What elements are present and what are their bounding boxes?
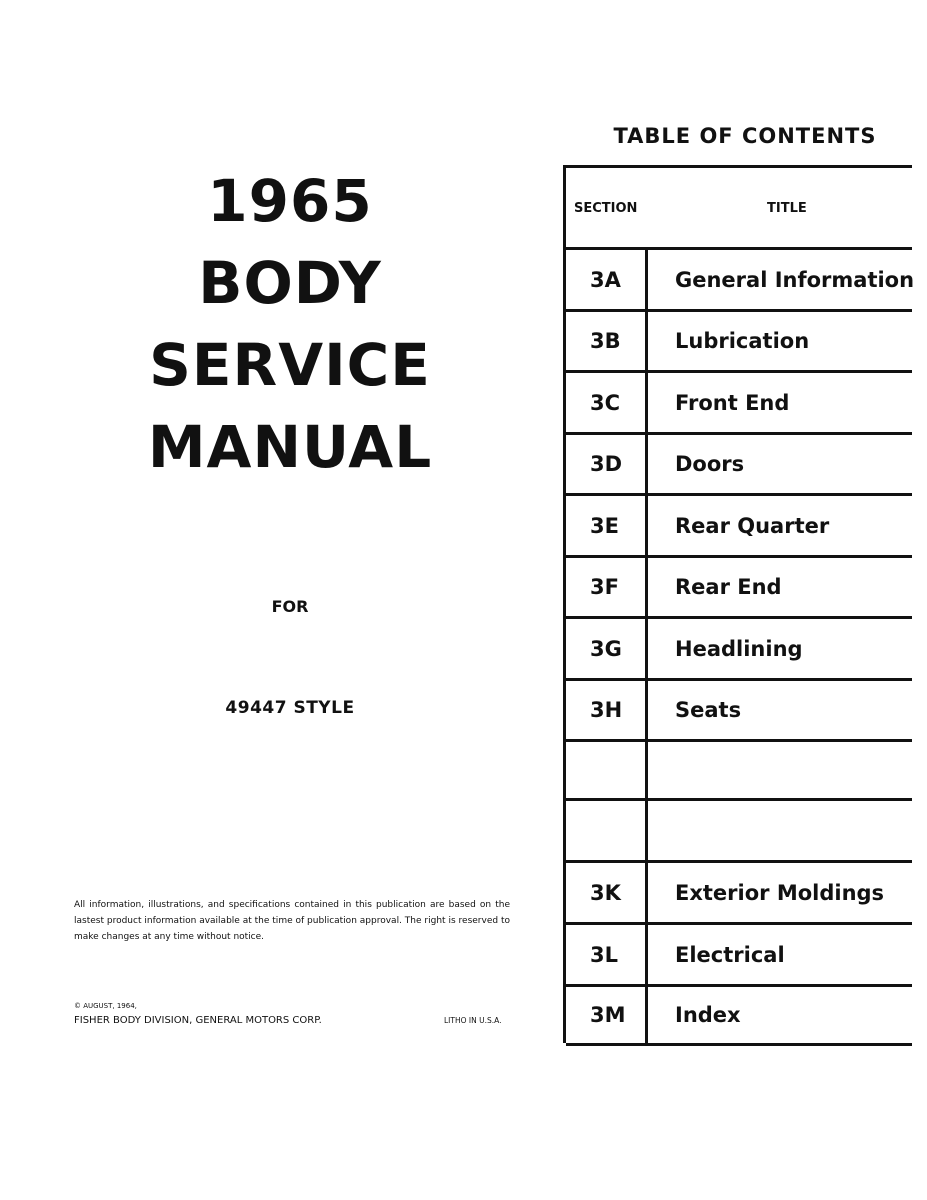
section-title: Index (675, 1003, 741, 1027)
cover-title-manual: MANUAL (147, 413, 433, 481)
copyright-date: © AUGUST, 1964, (74, 1002, 137, 1010)
column-header-section: SECTION (574, 201, 638, 216)
toc-row (566, 435, 912, 496)
section-code: 3B (566, 312, 648, 370)
section-code: 3A (566, 250, 648, 309)
toc-row-empty (566, 742, 912, 801)
section-title: Doors (675, 452, 745, 476)
column-header-title: TITLE (767, 201, 807, 216)
toc-row (566, 619, 912, 681)
toc-row (566, 681, 912, 742)
section-title: General Information (675, 267, 915, 292)
for-label: FOR (271, 597, 309, 616)
section-code: 3E (566, 496, 648, 555)
section-code: 3C (566, 373, 648, 432)
section-title: Headlining (675, 636, 803, 661)
section-title: Rear Quarter (675, 513, 830, 538)
toc-row (566, 925, 912, 987)
section-title: Exterior Moldings (675, 880, 885, 905)
toc-row (566, 987, 912, 1046)
toc-row (566, 863, 912, 925)
toc-heading: TABLE OF CONTENTS (613, 124, 877, 148)
section-code (566, 742, 648, 798)
cover-title-body: BODY (198, 249, 382, 317)
section-code (566, 801, 648, 860)
section-code: 3H (566, 681, 648, 739)
toc-row-empty (566, 801, 912, 863)
section-code: 3M (566, 987, 648, 1043)
section-code: 3D (566, 435, 648, 493)
section-title: Electrical (675, 942, 785, 967)
litho-notice: LITHO IN U.S.A. (444, 1016, 502, 1025)
toc-table (563, 165, 915, 1043)
section-title: Rear End (675, 575, 782, 599)
toc-header-row (566, 168, 912, 250)
toc-row (566, 373, 912, 435)
section-title: Lubrication (675, 329, 810, 353)
section-title: Seats (675, 698, 742, 722)
toc-row (566, 558, 912, 619)
cover-year: 1965 (207, 167, 373, 235)
toc-row (566, 312, 912, 373)
toc-row (566, 250, 915, 312)
section-code: 3L (566, 925, 648, 984)
cover-title-service: SERVICE (149, 331, 431, 399)
section-code: 3F (566, 558, 648, 616)
section-title: Front End (675, 390, 790, 415)
section-code: 3G (566, 619, 648, 678)
publisher-division: FISHER BODY DIVISION, GENERAL MOTORS CORP. (74, 1015, 322, 1026)
toc-row (566, 496, 912, 558)
style-label: 49447 STYLE (225, 698, 355, 718)
section-code: 3K (566, 863, 648, 922)
disclaimer-notice: All information, illustrations, and specifications contained in this publication are based on the lastest product information available at the time of publication approval. The right is reserved to make changes at any time without notice. (74, 900, 510, 942)
